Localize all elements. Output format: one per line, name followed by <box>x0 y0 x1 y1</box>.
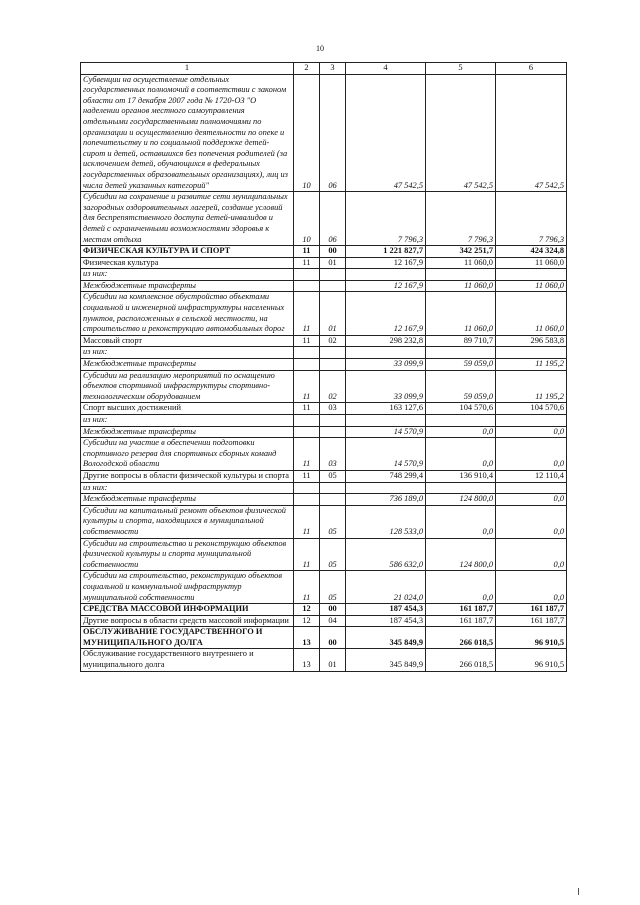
row-value-col-6 <box>496 482 567 494</box>
row-value-col-5: 59 059,0 <box>426 359 496 371</box>
row-section-code: 12 <box>294 604 320 616</box>
row-name: Спорт высших достижений <box>81 403 294 415</box>
row-section-code: 11 <box>294 335 320 347</box>
row-section-code: 11 <box>294 292 320 335</box>
row-value-col-5 <box>426 269 496 281</box>
row-subsection-code: 00 <box>320 246 346 258</box>
row-value-col-5: 59 059,0 <box>426 370 496 403</box>
row-value-col-4: 33 099,9 <box>346 359 426 371</box>
header-col-2: 2 <box>294 63 320 75</box>
table-row <box>81 494 567 506</box>
row-value-col-6: 0,0 <box>496 571 567 604</box>
row-value-col-5: 0,0 <box>426 426 496 438</box>
row-value-col-4: 33 099,9 <box>346 370 426 403</box>
row-value-col-6: 96 910,5 <box>496 627 567 649</box>
row-value-col-4: 1 221 827,7 <box>346 246 426 258</box>
row-name: СРЕДСТВА МАССОВОЙ ИНФОРМАЦИИ <box>81 604 294 616</box>
row-subsection-code: 01 <box>320 257 346 269</box>
row-subsection-code: 03 <box>320 403 346 415</box>
row-value-col-5 <box>426 482 496 494</box>
table-row <box>81 246 567 258</box>
row-name: Субсидии на сохранение и развитие сети муниципальных загородных оздоровительных лагерей, создание условий для беспрепятственного доступа детей-инвалидов и детей с ограниченными возможностями здоровья к местам отдыха <box>81 192 294 246</box>
table-row <box>81 335 567 347</box>
row-value-col-4: 345 849,9 <box>346 649 426 671</box>
row-value-col-5: 0,0 <box>426 438 496 471</box>
row-section-code <box>294 482 320 494</box>
row-value-col-6: 161 187,7 <box>496 604 567 616</box>
table-row <box>81 269 567 281</box>
row-value-col-6: 11 060,0 <box>496 292 567 335</box>
table-row <box>81 482 567 494</box>
row-subsection-code: 03 <box>320 438 346 471</box>
row-subsection-code <box>320 415 346 427</box>
table-row <box>81 627 567 649</box>
row-value-col-4: 586 632,0 <box>346 538 426 571</box>
table-row <box>81 192 567 246</box>
row-section-code: 13 <box>294 649 320 671</box>
row-subsection-code: 06 <box>320 192 346 246</box>
row-value-col-4: 12 167,9 <box>346 280 426 292</box>
row-name: Субвенции на осуществление отдельных государственных полномочий в соответствии с законом области от 17 декабря 2007 года № 1720-ОЗ "О наделении органов местного самоуправления отдельными государственными полномочиями по организации и осуществлению деятельности по опеке и попечительству и по социальной поддержке детей-сирот и детей, оставшихся без попечения родителей (за исключением детей, обучающихся в федеральных государственных образовательных организациях), лиц из числа детей указанных категорий" <box>81 74 294 192</box>
row-value-col-4: 187 454,3 <box>346 604 426 616</box>
row-value-col-4: 187 454,3 <box>346 615 426 627</box>
row-subsection-code: 00 <box>320 604 346 616</box>
row-section-code: 11 <box>294 257 320 269</box>
row-value-col-4: 47 542,5 <box>346 74 426 192</box>
row-value-col-4 <box>346 269 426 281</box>
row-name: Межбюджетные трансферты <box>81 494 294 506</box>
row-section-code: 11 <box>294 438 320 471</box>
row-value-col-6: 11 060,0 <box>496 257 567 269</box>
row-section-code: 10 <box>294 192 320 246</box>
table-row <box>81 359 567 371</box>
header-col-5: 5 <box>426 63 496 75</box>
row-value-col-5: 11 060,0 <box>426 257 496 269</box>
row-value-col-6: 296 583,8 <box>496 335 567 347</box>
row-section-code: 10 <box>294 74 320 192</box>
row-name: из них: <box>81 482 294 494</box>
row-value-col-5: 47 542,5 <box>426 74 496 192</box>
table-row <box>81 415 567 427</box>
row-value-col-5: 124 800,0 <box>426 494 496 506</box>
table-row <box>81 292 567 335</box>
row-value-col-5: 11 060,0 <box>426 280 496 292</box>
row-value-col-6: 11 195,2 <box>496 359 567 371</box>
table-row <box>81 470 567 482</box>
row-subsection-code <box>320 280 346 292</box>
row-subsection-code <box>320 269 346 281</box>
row-subsection-code: 01 <box>320 292 346 335</box>
row-value-col-4: 12 167,9 <box>346 257 426 269</box>
row-subsection-code: 04 <box>320 615 346 627</box>
row-subsection-code: 01 <box>320 649 346 671</box>
row-subsection-code <box>320 426 346 438</box>
row-name: Другие вопросы в области средств массовой информации <box>81 615 294 627</box>
row-subsection-code: 00 <box>320 627 346 649</box>
row-value-col-6: 11 060,0 <box>496 280 567 292</box>
row-subsection-code: 05 <box>320 571 346 604</box>
row-name: Межбюджетные трансферты <box>81 359 294 371</box>
row-subsection-code <box>320 482 346 494</box>
row-section-code <box>294 426 320 438</box>
table-row <box>81 74 567 192</box>
row-section-code: 13 <box>294 627 320 649</box>
table-body <box>81 74 567 671</box>
row-name: Субсидии на строительство и реконструкцию объектов физической культуры и спорта муниципальной собственности <box>81 538 294 571</box>
row-value-col-6: 7 796,3 <box>496 192 567 246</box>
row-value-col-4: 736 189,0 <box>346 494 426 506</box>
row-value-col-4: 163 127,6 <box>346 403 426 415</box>
row-value-col-4: 7 796,3 <box>346 192 426 246</box>
row-subsection-code <box>320 359 346 371</box>
row-value-col-5: 136 910,4 <box>426 470 496 482</box>
row-value-col-4: 298 232,8 <box>346 335 426 347</box>
page-number: 10 <box>316 44 324 53</box>
row-name: ФИЗИЧЕСКАЯ КУЛЬТУРА И СПОРТ <box>81 246 294 258</box>
row-value-col-6 <box>496 415 567 427</box>
row-section-code <box>294 415 320 427</box>
table-row <box>81 347 567 359</box>
row-section-code: 11 <box>294 571 320 604</box>
row-value-col-6 <box>496 347 567 359</box>
table-row <box>81 604 567 616</box>
row-value-col-6: 0,0 <box>496 494 567 506</box>
row-name: из них: <box>81 269 294 281</box>
row-subsection-code <box>320 494 346 506</box>
row-subsection-code: 05 <box>320 505 346 538</box>
row-name: Субсидии на капитальный ремонт объектов физической культуры и спорта, находящихся в муниципальной собственности <box>81 505 294 538</box>
row-name: Субсидии на участие в обеспечении подготовки спортивного резерва для спортивных сборных команд Вологодской области <box>81 438 294 471</box>
row-section-code: 11 <box>294 538 320 571</box>
table-row <box>81 505 567 538</box>
row-value-col-6: 0,0 <box>496 538 567 571</box>
row-name: Субсидии на реализацию мероприятий по оснащению объектов спортивной инфраструктуры спортивно-технологическим оборудованием <box>81 370 294 403</box>
table-row <box>81 370 567 403</box>
row-value-col-6: 96 910,5 <box>496 649 567 671</box>
row-value-col-5: 89 710,7 <box>426 335 496 347</box>
row-name: Межбюджетные трансферты <box>81 280 294 292</box>
row-value-col-5: 266 018,5 <box>426 649 496 671</box>
table-row <box>81 571 567 604</box>
header-col-6: 6 <box>496 63 567 75</box>
row-section-code: 12 <box>294 615 320 627</box>
row-value-col-4 <box>346 482 426 494</box>
row-value-col-6: 0,0 <box>496 426 567 438</box>
row-section-code <box>294 494 320 506</box>
row-section-code <box>294 269 320 281</box>
row-section-code: 11 <box>294 246 320 258</box>
row-value-col-6: 12 110,4 <box>496 470 567 482</box>
row-section-code: 11 <box>294 505 320 538</box>
row-name: Физическая культура <box>81 257 294 269</box>
row-subsection-code: 06 <box>320 74 346 192</box>
header-row <box>81 63 567 75</box>
table-row <box>81 403 567 415</box>
row-value-col-6 <box>496 269 567 281</box>
row-value-col-4: 12 167,9 <box>346 292 426 335</box>
row-value-col-5: 266 018,5 <box>426 627 496 649</box>
row-section-code: 11 <box>294 470 320 482</box>
row-value-col-6: 0,0 <box>496 438 567 471</box>
row-subsection-code: 02 <box>320 335 346 347</box>
row-value-col-5: 161 187,7 <box>426 604 496 616</box>
row-subsection-code <box>320 347 346 359</box>
table-row <box>81 257 567 269</box>
row-value-col-5: 124 800,0 <box>426 538 496 571</box>
row-value-col-6: 47 542,5 <box>496 74 567 192</box>
table-row <box>81 538 567 571</box>
row-value-col-5: 161 187,7 <box>426 615 496 627</box>
row-value-col-4: 14 570,9 <box>346 438 426 471</box>
row-value-col-5 <box>426 415 496 427</box>
row-name: Субсидии на строительство, реконструкцию объектов социальной и коммунальной инфраструктур муниципальной собственности <box>81 571 294 604</box>
row-name: из них: <box>81 415 294 427</box>
row-subsection-code: 02 <box>320 370 346 403</box>
row-value-col-4: 21 024,0 <box>346 571 426 604</box>
row-value-col-4 <box>346 415 426 427</box>
row-name: Субсидии на комплексное обустройство объектами социальной и инженерной инфраструктуры населенных пунктов, расположенных в сельской местности, на строительство и реконструкцию автомобильных дорог <box>81 292 294 335</box>
row-value-col-5: 11 060,0 <box>426 292 496 335</box>
budget-table <box>80 62 567 672</box>
row-name: Межбюджетные трансферты <box>81 426 294 438</box>
table-row <box>81 280 567 292</box>
row-value-col-4: 14 570,9 <box>346 426 426 438</box>
row-section-code <box>294 359 320 371</box>
table-row <box>81 615 567 627</box>
row-value-col-6: 424 324,8 <box>496 246 567 258</box>
row-value-col-6: 161 187,7 <box>496 615 567 627</box>
row-subsection-code: 05 <box>320 470 346 482</box>
table-row <box>81 426 567 438</box>
row-value-col-4: 345 849,9 <box>346 627 426 649</box>
row-value-col-5: 0,0 <box>426 505 496 538</box>
row-name: Другие вопросы в области физической культуры и спорта <box>81 470 294 482</box>
row-value-col-5: 104 570,6 <box>426 403 496 415</box>
row-section-code <box>294 347 320 359</box>
row-section-code: 11 <box>294 403 320 415</box>
row-value-col-6: 0,0 <box>496 505 567 538</box>
row-subsection-code: 05 <box>320 538 346 571</box>
row-value-col-5: 342 251,7 <box>426 246 496 258</box>
row-value-col-4 <box>346 347 426 359</box>
row-name: из них: <box>81 347 294 359</box>
row-name: Массовый спорт <box>81 335 294 347</box>
row-section-code <box>294 280 320 292</box>
row-value-col-5: 7 796,3 <box>426 192 496 246</box>
row-section-code: 11 <box>294 370 320 403</box>
row-name: ОБСЛУЖИВАНИЕ ГОСУДАРСТВЕННОГО И МУНИЦИПАЛЬНОГО ДОЛГА <box>81 627 294 649</box>
row-value-col-4: 128 533,0 <box>346 505 426 538</box>
table-row <box>81 649 567 671</box>
row-value-col-6: 11 195,2 <box>496 370 567 403</box>
table-row <box>81 438 567 471</box>
row-name: Обслуживание государственного внутреннего и муниципального долга <box>81 649 294 671</box>
row-value-col-4: 748 299,4 <box>346 470 426 482</box>
header-col-4: 4 <box>346 63 426 75</box>
header-col-3: 3 <box>320 63 346 75</box>
row-value-col-5 <box>426 347 496 359</box>
row-value-col-6: 104 570,6 <box>496 403 567 415</box>
header-col-1: 1 <box>81 63 294 75</box>
scan-mark <box>578 888 579 895</box>
row-value-col-5: 0,0 <box>426 571 496 604</box>
